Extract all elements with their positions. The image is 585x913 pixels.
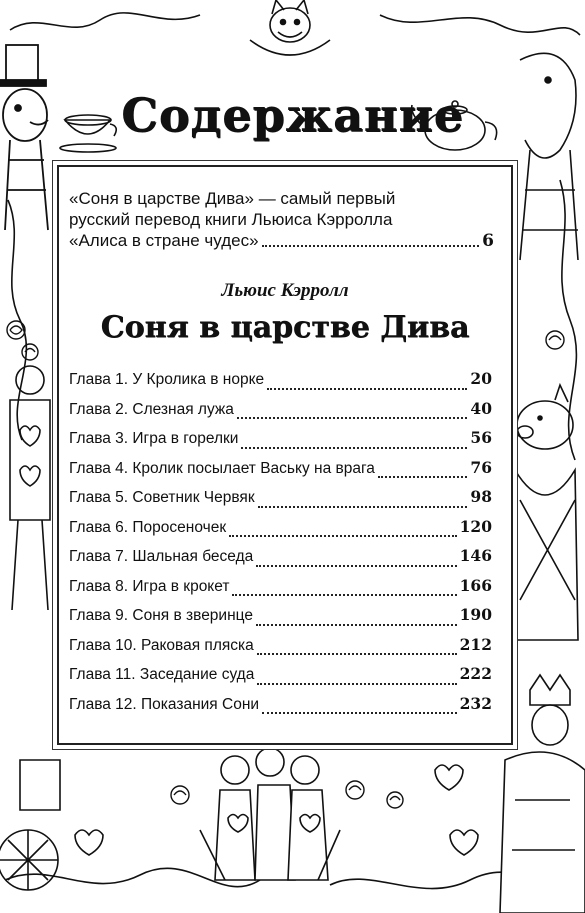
dot-leader — [262, 708, 457, 714]
dot-leader — [258, 502, 468, 508]
page-number: 146 — [459, 546, 492, 565]
chapter-entry[interactable] — [69, 546, 492, 576]
dot-leader — [229, 531, 457, 537]
chapter-label: Глава 11. Заседание суда — [69, 666, 255, 683]
dot-leader — [256, 561, 456, 567]
book-author: Льюис Кэрролл — [221, 280, 349, 301]
page-number: 40 — [470, 398, 492, 418]
frog-footman-icon — [520, 53, 578, 260]
page-number: 98 — [470, 487, 492, 506]
page-number: 166 — [459, 575, 492, 595]
chapter-entry[interactable] — [69, 458, 492, 488]
chapter-label: Глава 3. Игра в горелки — [69, 430, 239, 447]
chapter-entry[interactable] — [69, 428, 492, 458]
chapter-list — [69, 369, 492, 723]
dot-leader — [267, 384, 467, 390]
chapter-label: Глава 7. Шальная беседа — [69, 548, 254, 565]
book-title: Соня в царстве Дива — [100, 310, 470, 345]
contents-panel — [57, 165, 513, 745]
chapter-label: Глава 2. Слезная лужа — [69, 400, 234, 418]
chapter-label: Глава 12. Показания Сони — [69, 695, 260, 713]
chapter-entry[interactable] — [69, 664, 492, 694]
dot-leader — [241, 443, 467, 449]
intro-line: русский перевод книги Льюиса Кэрролла — [69, 210, 393, 229]
chapter-label: Глава 10. Раковая пляска — [69, 636, 254, 654]
dot-leader — [257, 679, 456, 685]
page-number: 120 — [459, 516, 492, 536]
chapter-entry[interactable] — [69, 369, 492, 399]
page-number: 6 — [482, 231, 494, 251]
dot-leader — [262, 241, 480, 247]
page-number: 56 — [470, 428, 492, 447]
page-number: 20 — [470, 369, 492, 388]
chapter-label: Глава 8. Игра в крокет — [69, 577, 230, 595]
page-number: 76 — [470, 457, 492, 477]
dot-leader — [237, 413, 468, 419]
page-title: Содержание — [121, 88, 464, 142]
chapter-entry[interactable] — [69, 576, 492, 606]
cheshire-cat-icon — [250, 0, 330, 55]
chapter-entry[interactable] — [69, 605, 492, 635]
intro-leader-line — [69, 230, 494, 252]
chapter-entry[interactable] — [69, 399, 492, 429]
intro-line: «Соня в царстве Дива» — самый первый — [69, 189, 396, 208]
playing-card-soldier-icon — [10, 366, 50, 610]
chapter-entry[interactable] — [69, 635, 492, 665]
chapter-label: Глава 9. Соня в зверинце — [69, 607, 253, 624]
dot-leader — [378, 472, 468, 478]
card-gardeners-illustration — [200, 748, 340, 880]
chapter-entry[interactable] — [69, 517, 492, 547]
chapter-label: Глава 5. Советник Червяк — [69, 489, 255, 506]
page-number: 222 — [459, 664, 492, 683]
chapter-label: Глава 1. У Кролика в норке — [69, 371, 265, 388]
dot-leader — [232, 590, 456, 596]
page-number: 232 — [459, 693, 492, 713]
intro-entry[interactable] — [69, 188, 494, 252]
intro-line: «Алиса в стране чудес» — [69, 231, 259, 250]
chapter-entry[interactable] — [69, 694, 492, 724]
page-number: 190 — [459, 605, 492, 624]
chapter-entry[interactable] — [69, 487, 492, 517]
page-number: 212 — [459, 634, 492, 654]
chapter-label: Глава 4. Кролик посылает Ваську на врага — [69, 459, 375, 477]
chapter-label: Глава 6. Поросеночек — [69, 518, 227, 536]
dot-leader — [257, 649, 457, 655]
dot-leader — [256, 620, 457, 626]
